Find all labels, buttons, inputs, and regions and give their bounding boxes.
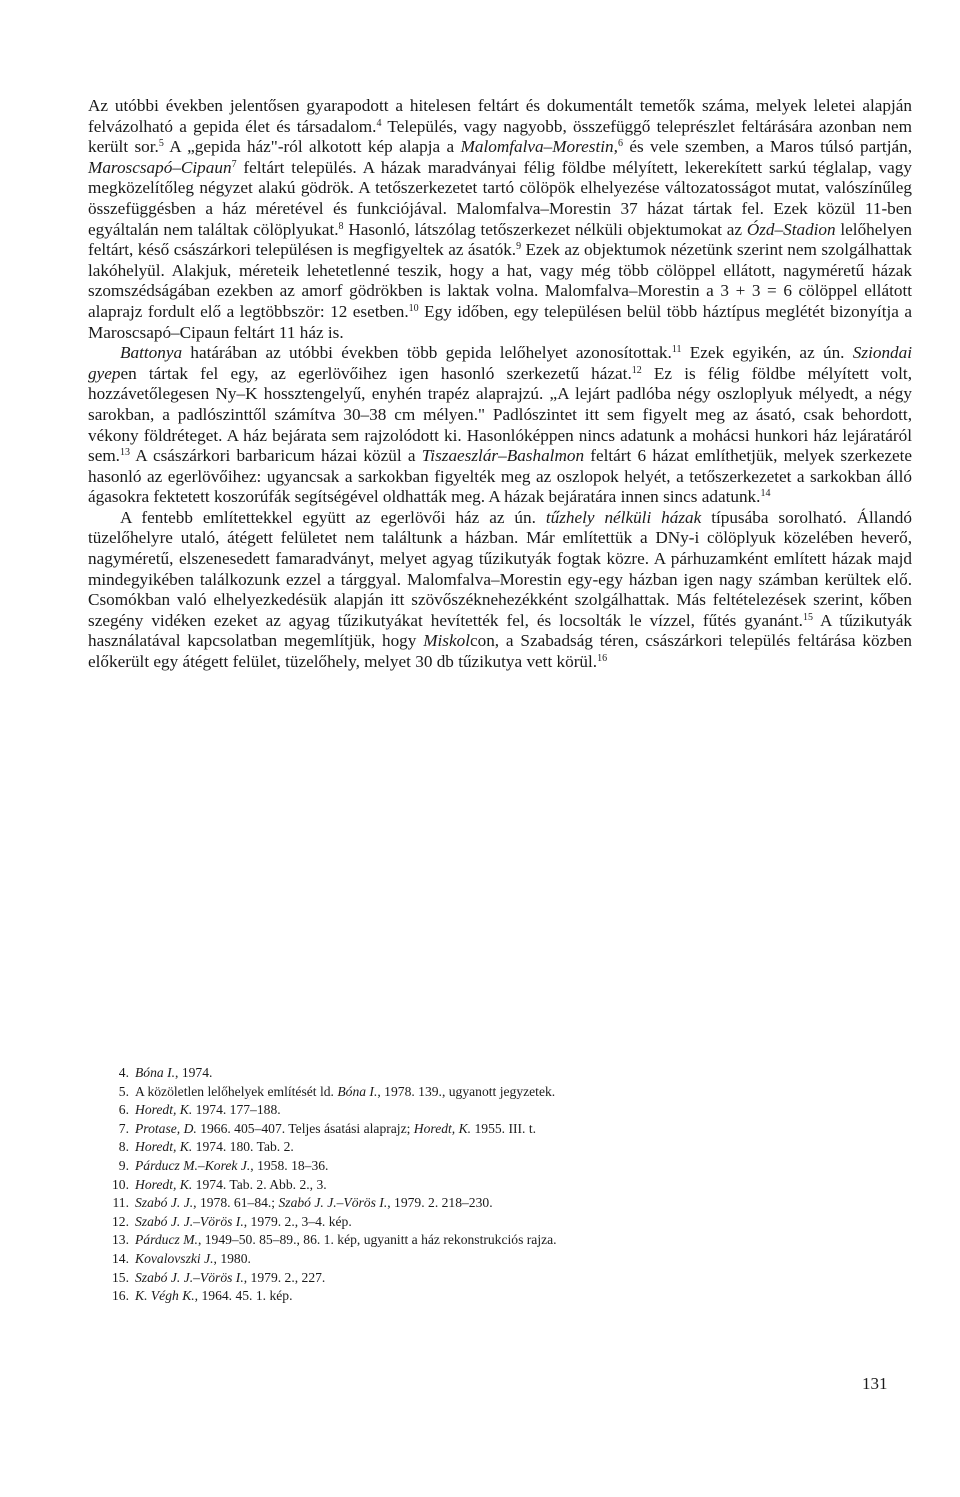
footnote-text [135, 1120, 536, 1139]
footnote [104, 1176, 824, 1195]
text-run: lelőhelyen feltárt, késő császárkori településen is megfigyeltek az ásatók. [88, 219, 912, 260]
footnote-number: 10. [112, 1176, 129, 1192]
italic-run: K. Végh K. [135, 1288, 195, 1304]
footnote-text [135, 1138, 294, 1157]
text-run: 1974. 180. Tab. 2. [192, 1139, 294, 1155]
italic-run: Protase, D. [135, 1120, 197, 1136]
paragraph [88, 343, 912, 508]
text-run: A „gepida ház"-ról alkotott kép alapja a [163, 137, 461, 157]
text-run: en tártak fel egy, az egerlövőihez igen hasonló szerkezetű házat. [120, 363, 632, 383]
footnote [104, 1064, 824, 1083]
text-run: , 1978. 139., ugyanott jegyzetek. [377, 1083, 556, 1099]
footnote-text [135, 1083, 555, 1102]
italic-run: Malomfalva–Morestin, [460, 137, 618, 157]
text-run: , 1958. 18–36. [250, 1157, 329, 1173]
footnote-text [135, 1176, 327, 1195]
text-run: , 1980. [213, 1250, 251, 1266]
footnote-ref: 9 [516, 241, 522, 253]
italic-run: Szabó J. J.–Vörös I. [135, 1213, 244, 1229]
footnote [104, 1157, 824, 1176]
footnote [104, 1269, 824, 1288]
italic-run: Tiszaeszlár–Bashalmon [421, 446, 585, 466]
text-run: A közöletlen lelőhelyek említését ld. [135, 1083, 338, 1099]
text-run: , 1964. 45. 1. kép. [194, 1288, 293, 1304]
text-run: Hasonló, látszólag tetőszerkezet nélküli objektumokat az [343, 219, 747, 239]
text-run: Ezek egyikén, az ún. [681, 343, 853, 363]
footnote-number: 15. [112, 1269, 129, 1285]
footnote-number: 16. [112, 1288, 129, 1304]
footnote-text [135, 1101, 281, 1120]
italic-run: Bóna I. [135, 1065, 176, 1080]
footnote-number: 13. [112, 1232, 129, 1248]
paragraph [88, 508, 912, 673]
text-run: és vele szemben, a Maros túlsó partján, [622, 137, 912, 157]
footnote-text [135, 1157, 328, 1176]
footnotes [104, 1064, 824, 1306]
footnote-number: 4. [118, 1065, 129, 1080]
footnote-text [135, 1231, 557, 1250]
footnote-ref: 6 [617, 138, 623, 150]
footnote-ref: 7 [231, 158, 237, 170]
footnote [104, 1101, 824, 1120]
page-number: 131 [862, 1374, 888, 1393]
italic-run: Horedt, K. [135, 1102, 193, 1118]
footnote-text [135, 1064, 212, 1083]
italic-run: Horedt, K. [135, 1139, 193, 1155]
italic-run: Horedt, K. [413, 1120, 472, 1136]
footnote-ref: 15 [802, 611, 813, 623]
text-run: 1966. 405–407. Teljes ásatási alaprajz; [196, 1120, 414, 1136]
footnote-number: 7. [118, 1120, 129, 1136]
text-run: , 1978. 61–84.; [193, 1195, 279, 1211]
footnote-text [135, 1194, 493, 1213]
footnote [104, 1120, 824, 1139]
text-run: A császárkori barbaricum házai közül a [129, 446, 422, 466]
italic-run: Battonya [120, 343, 183, 363]
text-run: 1974. 177–188. [192, 1102, 281, 1118]
footnote [104, 1250, 824, 1269]
footnote-ref: 4 [376, 117, 382, 129]
footnote [104, 1231, 824, 1250]
footnote-ref: 12 [631, 364, 642, 376]
footnote-number: 14. [112, 1250, 129, 1266]
footnote-ref: 5 [158, 138, 164, 150]
italic-run: Ózd–Stadion [746, 219, 836, 239]
text-run: 1955. III. t. [471, 1120, 537, 1136]
footnote-ref: 16 [597, 653, 608, 665]
italic-run: Sziondai gyep [88, 343, 913, 383]
text-run: Település, vagy nagyobb, összefüggő teleprészlet feltárására azonban nem került sor. [88, 116, 912, 157]
text-run: , 1974. [175, 1065, 213, 1080]
italic-run: Párducz M. [135, 1232, 198, 1248]
paragraph [88, 96, 912, 343]
footnote-number: 11. [112, 1195, 129, 1211]
text-run: 1974. Tab. 2. Abb. 2., 3. [192, 1176, 327, 1192]
footnote-number: 5. [118, 1083, 129, 1099]
italic-run: Kovalovszki J. [135, 1250, 214, 1266]
footnote [104, 1083, 824, 1102]
italic-run: Párducz M.–Korek J. [135, 1157, 251, 1173]
footnote-number: 6. [118, 1102, 129, 1118]
footnote-number: 8. [118, 1139, 129, 1155]
text-run: A tűzikutyák használatával kapcsolatban megemlítjük, hogy [88, 610, 912, 651]
text-run: , 1979. 2., 3–4. kép. [243, 1213, 352, 1229]
italic-run: Maroscsapó–Cipaun [88, 157, 232, 177]
text-run: Egy időben, egy településen belül több háztípus meglétét bizonyítja a Maroscsapó–Cipaun feltárt 11 ház is. [88, 301, 912, 342]
italic-run: Szabó J. J.–Vörös I. [278, 1195, 388, 1211]
italic-run: Szabó J. J.–Vörös I. [135, 1269, 244, 1285]
footnote-ref: 11 [671, 344, 682, 356]
footnote [104, 1194, 824, 1213]
italic-run: Szabó J. J. [135, 1195, 194, 1211]
text-run: , 1949–50. 85–89., 86. 1. kép, ugyanitt a ház rekonstrukciós rajza. [197, 1232, 557, 1248]
footnote-number: 9. [118, 1157, 129, 1173]
text-run: con, a Szabadság téren, császárkori település feltárása közben előkerült egy átégett felület, tüzelőhely, melyet 30 db tűzikutya vett körül. [88, 631, 913, 672]
text-run: feltárt település. A házak maradványai félig földbe mélyített, lekerekített sarkú téglalap, vagy megközelítőleg négyzet alakú gödrök. A tetőszerkezetet tartó cölöpök elhelyezése változatosságot mutat, valószínűleg összefüggésben a ház méretével és funkciójával. Malomfalva–Morestin 37 házat tártak fel. Ezek közül 11-ben egyáltalán nem találtak cölöplyukat. [88, 157, 912, 239]
text-run: Az utóbbi években jelentősen gyarapodott a hitelesen feltárt és dokumentált temetők száma, melyek leletei alapján felvázolható a gepida élet és társadalom. [88, 96, 912, 136]
italic-run: Miskol [423, 631, 470, 651]
text-run: típusába sorolható. Állandó tüzelőhelyre utaló, átégett felületet nem találtunk a házban. Már említettük a DNy-i cölöplyuk közelében heverő, nagyméretű, elszenesedett famaradványt, melyet agyag tűzikutyák fogtak közre. A párhuzamként említett házak majd mindegyikében találkozunk ezzel a tárggyal. Malomfalva–Morestin egy-egy házban igen nagy számban kerültek elő. Csomókban való elhelyezkedésük alapján itt szövőszéknehezékként szolgálhattak. Más feltételezések szerint, kőben szegény vidéken ezeket az agyag tűzikutyákat hevítették fel, és locsolták le vízzel, fűtés gyanánt. [88, 507, 912, 630]
text-run: határában az utóbbi években több gepida lelőhelyet azonosítottak. [182, 343, 672, 363]
footnote [104, 1213, 824, 1232]
italic-run: Horedt, K. [135, 1176, 193, 1192]
italic-run: tűzhely nélküli házak [545, 507, 702, 527]
footnote [104, 1138, 824, 1157]
footnote-ref: 13 [119, 447, 130, 459]
footnote [104, 1287, 824, 1306]
text-run: Ezek az objektumok nézetünk szerint nem szolgálhattak lakóhelyül. Alakjuk, méreteik lehetetlenné teszik, hogy a hat, vagy még több cölöppel ellátott, nagyméretű házak szomszédságában ezekben az amorf gödrökben is laktak volna. Malomfalva–Morestin a 3 + 3 = 6 cölöppel ellátott alaprajz fordult elő a legtöbbször: 12 esetben. [88, 240, 912, 321]
italic-run: Bóna I. [337, 1083, 378, 1099]
text-run: Ez is félig földbe mélyített volt, hozzávetőlegesen Ny–K hossztengelyű, enyhén trapéz alaprajzú. „A lejárt padlóba négy oszloplyuk mélyedt, a négy sarokban, a padlószinttől számítva 30–38 cm mélyen." Padlószintet itt sem figyelt meg az ásató, csak behordott, vékony földréteget. A ház bejárata sem rajzolódott ki. Hasonlóképpen nincs adatunk a mohácsi hunkori ház lejáratáról sem. [88, 363, 912, 466]
body-text [88, 96, 912, 673]
footnote-ref: 14 [760, 488, 771, 500]
footnote-text [135, 1269, 325, 1288]
text-run: A fentebb említettekkel együtt az egerlövői ház az ún. [120, 507, 546, 527]
text-run: , 1979. 2. 218–230. [387, 1195, 493, 1211]
footnote-ref: 8 [338, 220, 344, 232]
footnote-text [135, 1287, 292, 1306]
footnote-number: 12. [112, 1213, 129, 1229]
footnote-text [135, 1213, 352, 1232]
footnote-ref: 10 [408, 302, 419, 314]
footnote-text [135, 1250, 251, 1269]
text-run: feltárt 6 házat említhetjük, melyek szerkezete hasonló az egerlövőihez: ugyancsak a sarkokban figyelték meg az oszlopok helyét, a tetőszerkezetet a sarkokban álló ágasokra fektetett koszorúfák segítségével oldhatták meg. A házak bejáratára innen sincs adatunk. [88, 446, 912, 507]
text-run: , 1979. 2., 227. [243, 1269, 326, 1285]
